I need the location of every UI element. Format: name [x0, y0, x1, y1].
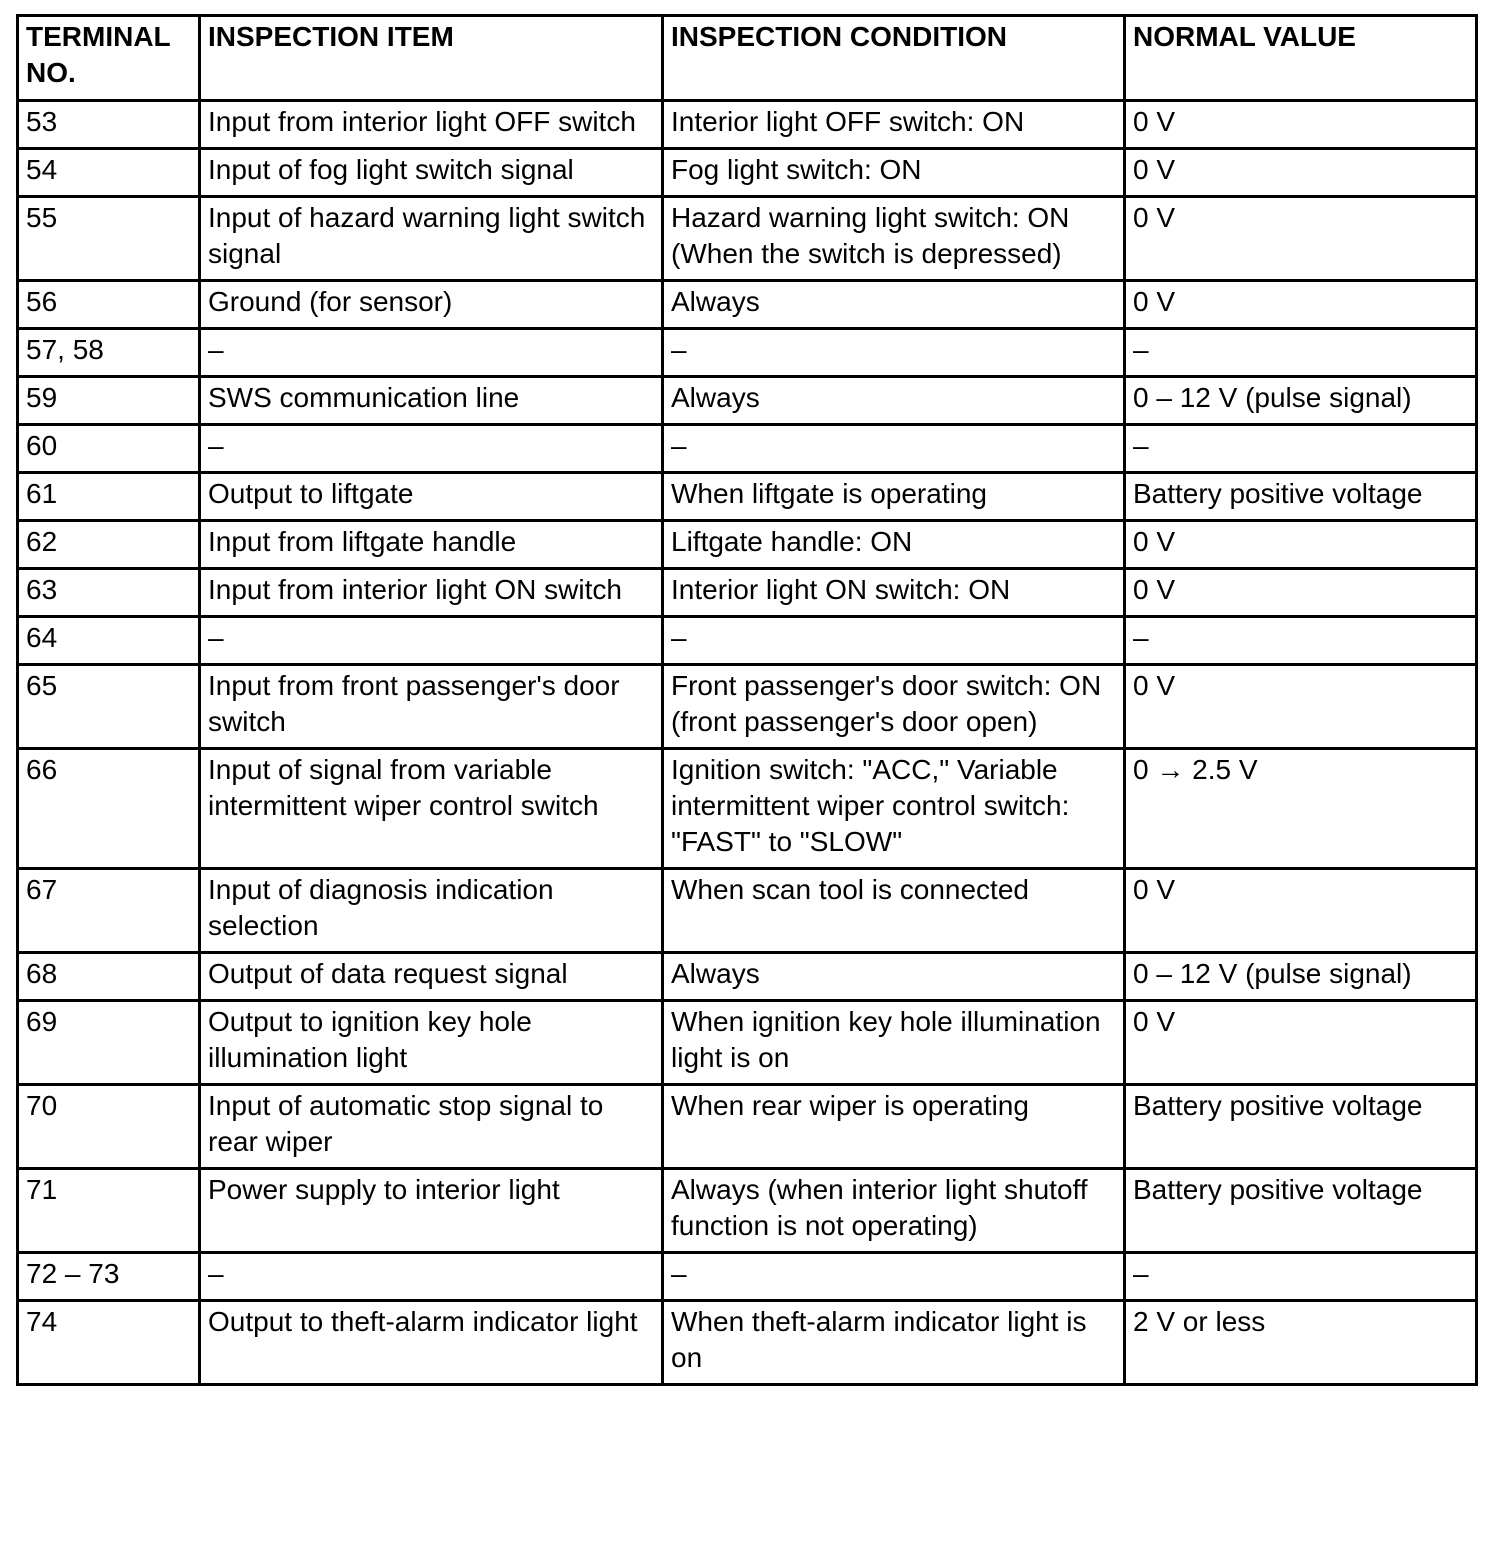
cell-condition: Interior light OFF switch: ON — [663, 101, 1125, 149]
cell-terminal: 57, 58 — [18, 329, 200, 377]
cell-terminal: 64 — [18, 617, 200, 665]
cell-item: SWS communication line — [200, 377, 663, 425]
cell-item: Power supply to interior light — [200, 1169, 663, 1253]
cell-value: – — [1125, 617, 1477, 665]
cell-item: – — [200, 329, 663, 377]
cell-value: 0 V — [1125, 197, 1477, 281]
cell-value: 0 V — [1125, 149, 1477, 197]
cell-value: 0 – 12 V (pulse signal) — [1125, 377, 1477, 425]
cell-item: Input of fog light switch signal — [200, 149, 663, 197]
table-row — [18, 377, 1477, 425]
cell-value: 0 V — [1125, 281, 1477, 329]
cell-item: Input from interior light OFF switch — [200, 101, 663, 149]
cell-value: Battery positive voltage — [1125, 1169, 1477, 1253]
cell-value: Battery positive voltage — [1125, 1085, 1477, 1169]
terminal-inspection-table — [16, 14, 1478, 1386]
cell-item: Output to theft-alarm indicator light — [200, 1301, 663, 1385]
table-row — [18, 749, 1477, 869]
cell-condition: When theft-alarm indicator light is on — [663, 1301, 1125, 1385]
cell-value: 0 – 12 V (pulse signal) — [1125, 953, 1477, 1001]
table-row — [18, 1301, 1477, 1385]
cell-terminal: 61 — [18, 473, 200, 521]
cell-value: 0 V — [1125, 101, 1477, 149]
table-row — [18, 617, 1477, 665]
cell-value: – — [1125, 1253, 1477, 1301]
table-row — [18, 1253, 1477, 1301]
cell-item: Output of data request signal — [200, 953, 663, 1001]
cell-item: Input from front passenger's door switch — [200, 665, 663, 749]
cell-condition: When rear wiper is operating — [663, 1085, 1125, 1169]
cell-terminal: 67 — [18, 869, 200, 953]
table-header-row — [18, 16, 1477, 101]
cell-condition: Interior light ON switch: ON — [663, 569, 1125, 617]
cell-value: – — [1125, 329, 1477, 377]
cell-item: Output to liftgate — [200, 473, 663, 521]
table-row — [18, 953, 1477, 1001]
cell-terminal: 74 — [18, 1301, 200, 1385]
inspection-table-container — [16, 14, 1478, 1386]
cell-terminal: 70 — [18, 1085, 200, 1169]
cell-item: Input from liftgate handle — [200, 521, 663, 569]
cell-terminal: 68 — [18, 953, 200, 1001]
cell-terminal: 65 — [18, 665, 200, 749]
table-row — [18, 569, 1477, 617]
cell-condition: Ignition switch: "ACC," Variable intermittent wiper control switch: "FAST" to "SLOW" — [663, 749, 1125, 869]
table-row — [18, 665, 1477, 749]
cell-value: 0 V — [1125, 569, 1477, 617]
cell-terminal: 56 — [18, 281, 200, 329]
cell-condition: – — [663, 425, 1125, 473]
cell-terminal: 54 — [18, 149, 200, 197]
cell-condition: – — [663, 1253, 1125, 1301]
cell-value: 0 → 2.5 V — [1125, 749, 1477, 869]
cell-value: 0 V — [1125, 1001, 1477, 1085]
table-row — [18, 1169, 1477, 1253]
table-row — [18, 425, 1477, 473]
cell-terminal: 53 — [18, 101, 200, 149]
cell-condition: Always (when interior light shutoff function is not operating) — [663, 1169, 1125, 1253]
cell-terminal: 60 — [18, 425, 200, 473]
cell-value: 0 V — [1125, 869, 1477, 953]
table-row — [18, 1085, 1477, 1169]
cell-terminal: 62 — [18, 521, 200, 569]
cell-condition: Hazard warning light switch: ON (When the switch is depressed) — [663, 197, 1125, 281]
table-row — [18, 281, 1477, 329]
header-terminal-no: TERMINAL NO. — [18, 16, 200, 101]
cell-value: Battery positive voltage — [1125, 473, 1477, 521]
cell-condition: Always — [663, 953, 1125, 1001]
cell-condition: Always — [663, 377, 1125, 425]
cell-value: 2 V or less — [1125, 1301, 1477, 1385]
cell-condition: – — [663, 617, 1125, 665]
cell-item: Input from interior light ON switch — [200, 569, 663, 617]
cell-item: – — [200, 617, 663, 665]
cell-item: – — [200, 425, 663, 473]
cell-value: – — [1125, 425, 1477, 473]
cell-condition: When scan tool is connected — [663, 869, 1125, 953]
cell-condition: Fog light switch: ON — [663, 149, 1125, 197]
cell-terminal: 71 — [18, 1169, 200, 1253]
cell-item: Output to ignition key hole illumination light — [200, 1001, 663, 1085]
cell-item: Input of diagnosis indication selection — [200, 869, 663, 953]
table-row — [18, 869, 1477, 953]
cell-condition: – — [663, 329, 1125, 377]
cell-terminal: 72 – 73 — [18, 1253, 200, 1301]
table-row — [18, 197, 1477, 281]
table-row — [18, 149, 1477, 197]
cell-terminal: 63 — [18, 569, 200, 617]
cell-item: Ground (for sensor) — [200, 281, 663, 329]
table-row — [18, 329, 1477, 377]
header-inspection-item: INSPECTION ITEM — [200, 16, 663, 101]
table-row — [18, 101, 1477, 149]
cell-item: – — [200, 1253, 663, 1301]
cell-condition: When liftgate is operating — [663, 473, 1125, 521]
cell-condition: Always — [663, 281, 1125, 329]
cell-terminal: 66 — [18, 749, 200, 869]
cell-value: 0 V — [1125, 665, 1477, 749]
table-row — [18, 473, 1477, 521]
cell-condition: When ignition key hole illumination light is on — [663, 1001, 1125, 1085]
cell-terminal: 69 — [18, 1001, 200, 1085]
cell-terminal: 55 — [18, 197, 200, 281]
cell-item: Input of signal from variable intermittent wiper control switch — [200, 749, 663, 869]
cell-item: Input of automatic stop signal to rear wiper — [200, 1085, 663, 1169]
cell-value: 0 V — [1125, 521, 1477, 569]
table-row — [18, 1001, 1477, 1085]
header-normal-value: NORMAL VALUE — [1125, 16, 1477, 101]
cell-condition: Liftgate handle: ON — [663, 521, 1125, 569]
cell-item: Input of hazard warning light switch signal — [200, 197, 663, 281]
header-inspection-condition: INSPECTION CONDITION — [663, 16, 1125, 101]
cell-terminal: 59 — [18, 377, 200, 425]
table-row — [18, 521, 1477, 569]
cell-condition: Front passenger's door switch: ON (front passenger's door open) — [663, 665, 1125, 749]
